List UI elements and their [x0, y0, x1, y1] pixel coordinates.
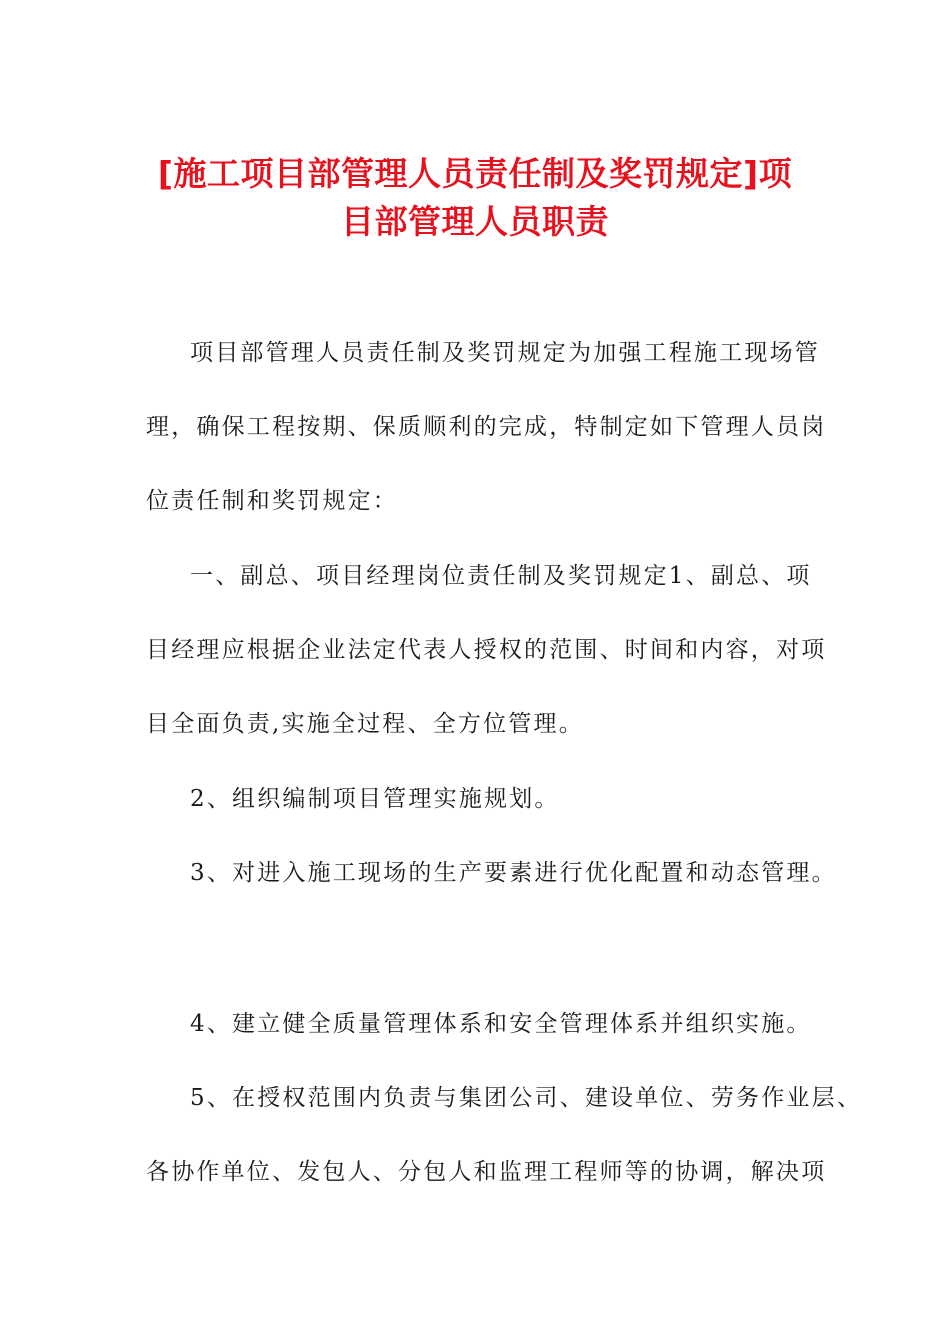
paragraph-line: 2、组织编制项目管理实施规划。 — [190, 786, 560, 812]
paragraph-line: 项目部管理人员责任制及奖罚规定为加强工程施工现场管 — [190, 340, 820, 366]
paragraph-line: 5、在授权范围内负责与集团公司、建设单位、劳务作业层、 — [190, 1085, 863, 1111]
paragraph-line: 位责任制和奖罚规定： — [146, 488, 398, 514]
paragraph-line: 4、建立健全质量管理体系和安全管理体系并组织实施。 — [190, 1011, 812, 1037]
paragraph-line: 理，确保工程按期、保质顺利的完成，特制定如下管理人员岗 — [146, 414, 827, 440]
document-title-line-2: 目部管理人员职责 — [341, 202, 609, 241]
paragraph-line: 3、对进入施工现场的生产要素进行优化配置和动态管理。 — [190, 860, 837, 886]
document-title-line-1: [施工项目部管理人员责任制及奖罚规定]项 — [157, 154, 793, 193]
paragraph-line: 目全面负责,实施全过程、全方位管理。 — [146, 711, 584, 737]
paragraph-line: 各协作单位、发包人、分包人和监理工程师等的协调，解决项 — [146, 1159, 827, 1185]
paragraph-line: 一、副总、项目经理岗位责任制及奖罚规定1、副总、项 — [190, 563, 812, 589]
paragraph-line: 目经理应根据企业法定代表人授权的范围、时间和内容，对项 — [146, 637, 827, 663]
